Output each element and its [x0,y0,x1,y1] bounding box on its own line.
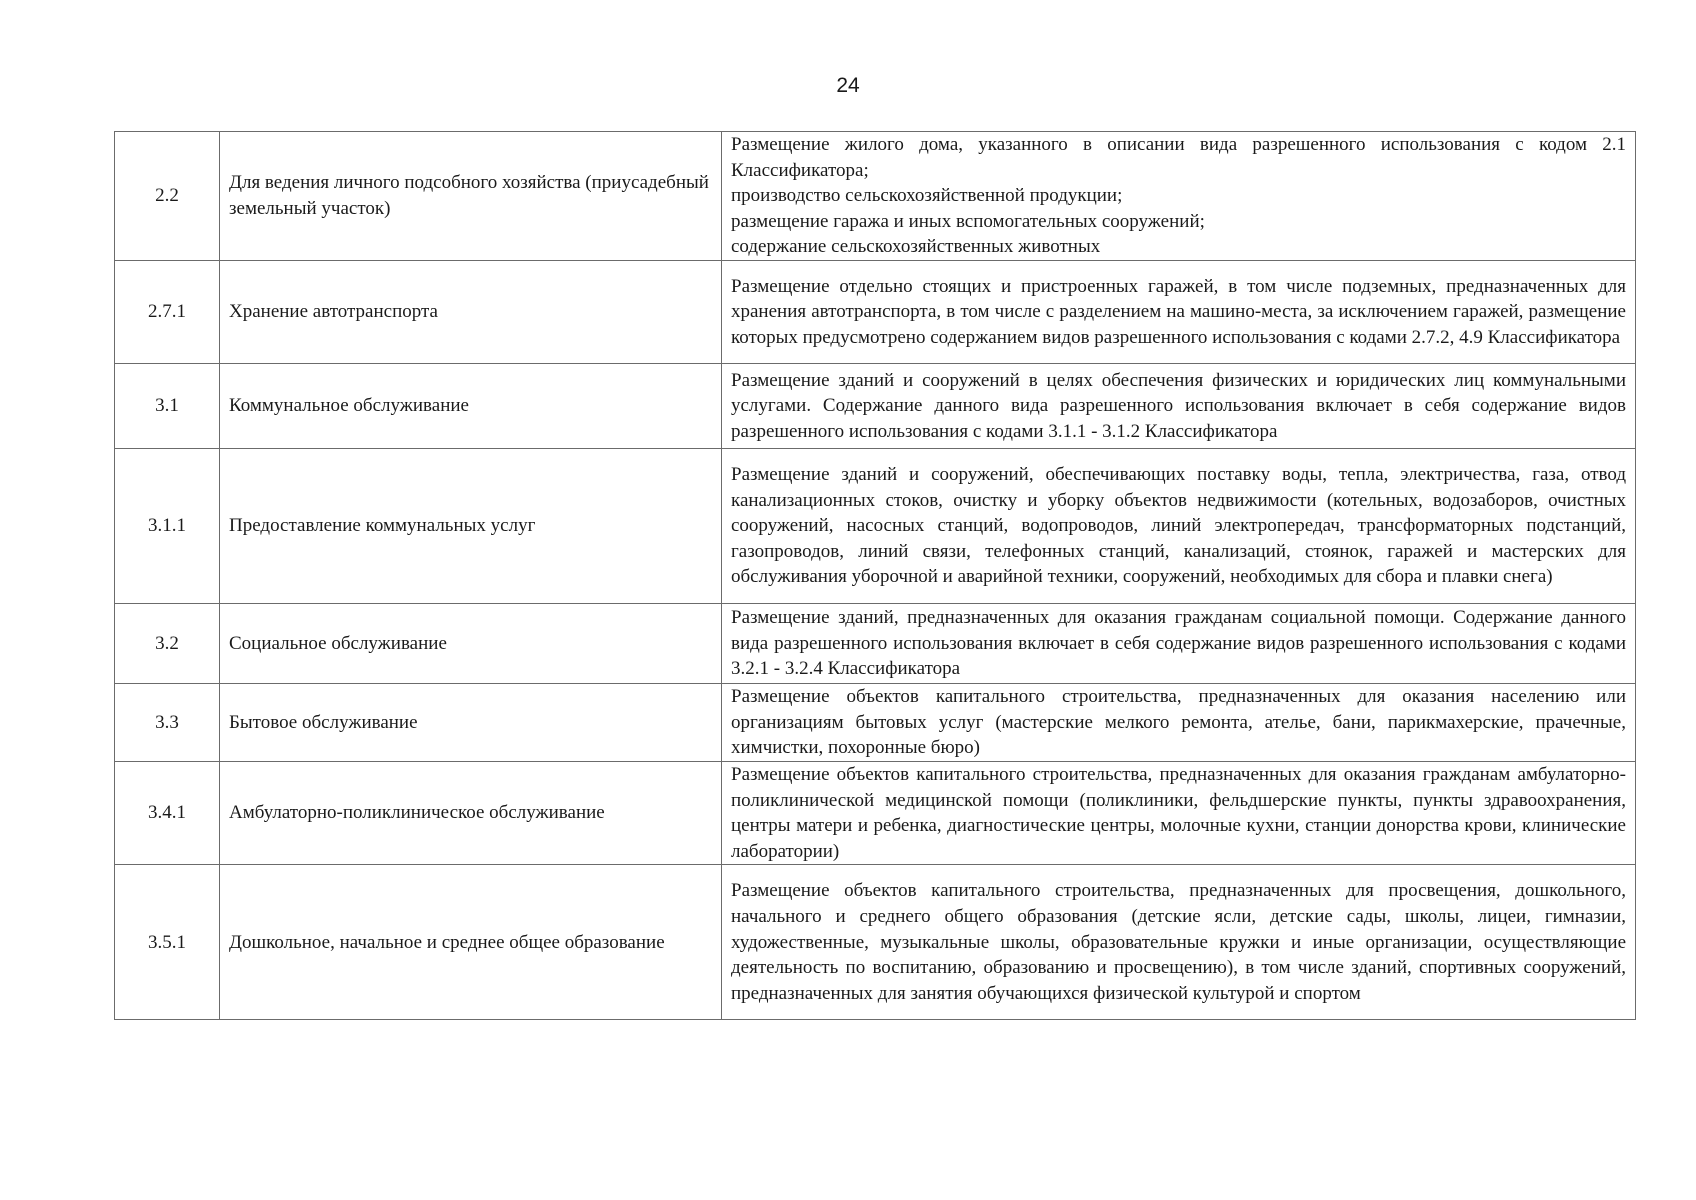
use-description-cell [722,684,1636,762]
land-use-classifier-table [114,131,1636,1020]
use-description-cell [722,132,1636,261]
description-line: Размещение жилого дома, указанного в описании вида разрешенного использования с кодом 2.1 Классификатора; [731,134,1626,181]
use-name-cell: Социальное обслуживание [220,604,722,684]
page-number: 24 [836,74,860,97]
use-code-cell: 3.4.1 [115,762,220,865]
table-row [115,449,1636,604]
description-line: Размещение объектов капитального строительства, предназначенных для просвещения, дошкольного, начального и среднего общего образования (детские ясли, детские сады, школы, лицеи, гимназии, художественные, музыкальные школы, образовательные кружки и иные организации, осуществляющие деятельность по воспитанию, образованию и просвещению), в том числе зданий, спортивных сооружений, предназначенных для занятия обучающихся физической культурой и спортом [731,880,1626,1004]
description-line: производство сельскохозяйственной продукции; [731,185,1123,207]
description-line: содержание сельскохозяйственных животных [731,236,1101,258]
table-row [115,364,1636,449]
use-code-cell: 2.2 [115,132,220,261]
use-name-cell: Бытовое обслуживание [220,684,722,762]
use-code-cell: 3.2 [115,604,220,684]
use-name-cell: Предоставление коммунальных услуг [220,449,722,604]
description-line: Размещение отдельно стоящих и пристроенных гаражей, в том числе подземных, предназначенных для хранения автотранспорта, в том числе с разделением на машино-места, за исключением гаражей, размещение которых предусмотрено содержанием видов разрешенного использования с кодами 2.7.2, 4.9 Классификатора [731,275,1626,348]
use-code-cell: 3.5.1 [115,865,220,1020]
use-name-cell: Амбулаторно-поликлиническое обслуживание [220,762,722,865]
use-name-cell: Для ведения личного подсобного хозяйства (приусадебный земельный участок) [220,132,722,261]
description-line: Размещение зданий и сооружений, обеспечивающих поставку воды, тепла, электричества, газа, отвод канализационных стоков, очистку и уборку объектов недвижимости (котельных, водозаборов, очистных сооружений, насосных станций, водопроводов, линий электропередач, трансформаторных подстанций, газопроводов, линий связи, телефонных станций, канализаций, стоянок, гаражей и мастерских для обслуживания уборочной и аварийной техники, сооружений, необходимых для сбора и плавки снега) [731,464,1626,588]
use-description-cell [722,261,1636,364]
use-code-cell: 3.3 [115,684,220,762]
table-row [115,762,1636,865]
table-row [115,261,1636,364]
table-row [115,132,1636,261]
use-name-cell: Дошкольное, начальное и среднее общее образование [220,865,722,1020]
use-description-cell [722,604,1636,684]
use-code-cell: 3.1 [115,364,220,449]
use-description-cell [722,364,1636,449]
description-line: Размещение объектов капитального строительства, предназначенных для оказания населению или организациям бытовых услуг (мастерские мелкого ремонта, ателье, бани, парикмахерские, прачечные, химчистки, похоронные бюро) [731,686,1626,759]
table-body [115,132,1636,1020]
use-description-cell [722,449,1636,604]
description-line: размещение гаража и иных вспомогательных сооружений; [731,210,1205,232]
description-line: Размещение объектов капитального строительства, предназначенных для оказания гражданам амбулаторно-поликлинической медицинской помощи (поликлиники, фельдшерские пункты, пункты здравоохранения, центры матери и ребенка, диагностические центры, молочные кухни, станции донорства крови, клинические лаборатории) [731,764,1626,862]
use-code-cell: 3.1.1 [115,449,220,604]
description-line: Размещение зданий, предназначенных для оказания гражданам социальной помощи. Содержание данного вида разрешенного использования включает в себя содержание видов разрешенного использования с кодами 3.2.1 - 3.2.4 Классификатора [731,607,1626,680]
table-row [115,865,1636,1020]
use-name-cell: Коммунальное обслуживание [220,364,722,449]
use-description-cell [722,865,1636,1020]
use-code-cell: 2.7.1 [115,261,220,364]
table-row [115,604,1636,684]
use-description-cell [722,762,1636,865]
table-row [115,684,1636,762]
description-line: Размещение зданий и сооружений в целях обеспечения физических и юридических лиц коммунальными услугами. Содержание данного вида разрешенного использования включает в себя содержание видов разрешенного использования с кодами 3.1.1 - 3.1.2 Классификатора [731,369,1626,442]
use-name-cell: Хранение автотранспорта [220,261,722,364]
